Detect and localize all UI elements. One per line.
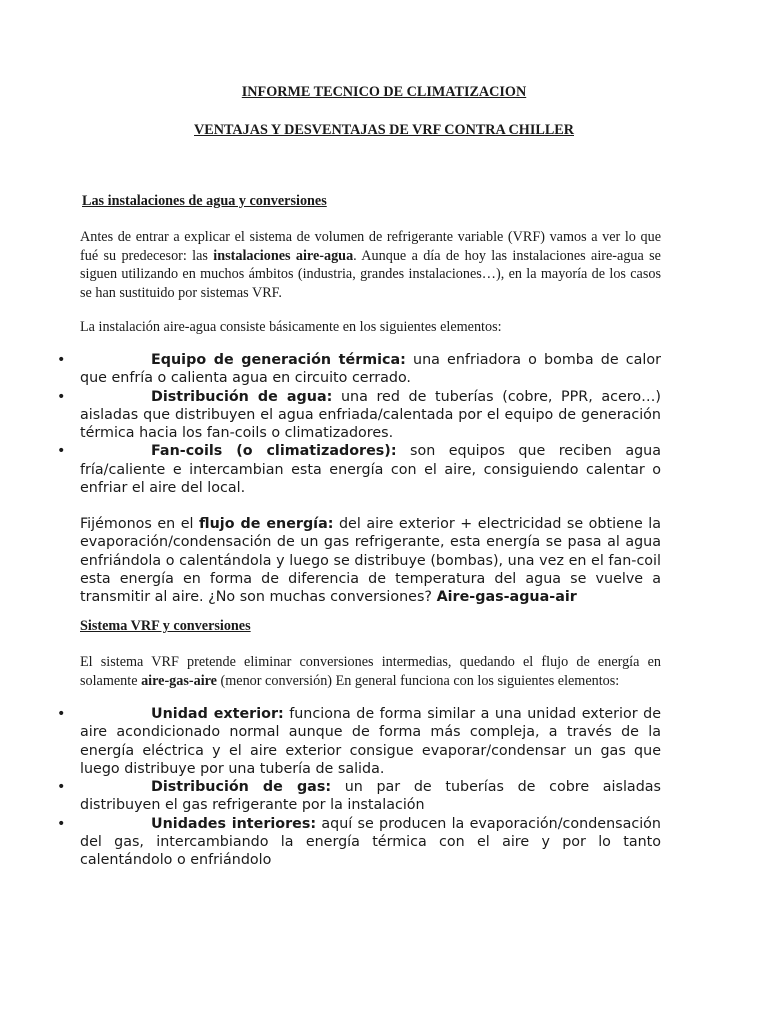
highlight-aire-agua: instalaciones aire-agua	[213, 247, 354, 264]
list-item: • Unidad exterior: funciona de forma similar a una unidad exterior de aire acondicionado normal aunque de forma más compleja, a través de la energía eléctrica y el aire exterior consigue evaporar/condensar un gas que luego distribuye por una tubería de salida.	[57, 706, 661, 777]
bullet-icon: •	[57, 815, 66, 832]
vrf-intro-paragraph: El sistema VRF pretende eliminar conversiones intermedias, quedando el flujo de energía en solamente aire-gas-aire (menor conversión) En general funciona con los siguientes elementos:	[80, 654, 661, 689]
water-elements-list	[0, 351, 661, 497]
bullet-icon: •	[57, 443, 66, 460]
bullet-icon: •	[57, 779, 66, 796]
vrf-elements-list	[0, 705, 661, 870]
section-heading-water: Las instalaciones de agua y conversiones	[82, 193, 327, 209]
elements-intro: La instalación aire-agua consiste básicamente en los siguientes elementos:	[80, 319, 502, 335]
section-heading-vrf: Sistema VRF y conversiones	[80, 618, 251, 634]
highlight-flujo-energia: flujo de energía:	[199, 516, 334, 532]
list-item: • Unidades interiores: aquí se producen la evaporación/condensación del gas, intercambiando la energía térmica con el aire y por lo tanto calentándolo o enfriándolo	[57, 815, 661, 869]
bullet-icon: •	[57, 352, 66, 368]
bullet-icon: •	[57, 388, 66, 405]
document-subtitle: VENTAJAS Y DESVENTAJAS DE VRF CONTRA CHILLER	[194, 122, 574, 138]
energy-flow-paragraph: Fijémonos en el flujo de energía: del aire exterior + electricidad se obtiene la evaporación/condensación de un gas refrigerante, esta energía se pasa al agua enfriándola o calentándola y luego se distribuye (bombas), una vez en el fan-coil esta energía en forma de diferencia de temperatura del agua se vuelve a transmitir al aire. ¿No son muchas conversiones? Aire-gas-agua-air	[80, 516, 661, 606]
bullet-icon: •	[57, 706, 66, 722]
intro-paragraph: Antes de entrar a explicar el sistema de volumen de refrigerante variable (VRF) vamos a ver lo que fué su predecesor: las instalaciones aire-agua. Aunque a día de hoy las instalaciones aire-agua se siguen utilizando en muchos ámbitos (industria, grandes instalaciones…), en la mayoría de los casos se han sustituido por sistemas VRF.	[80, 229, 661, 301]
highlight-conversions: Aire-gas-agua-air	[436, 589, 577, 606]
list-item: • Distribución de agua: una red de tuberías (cobre, PPR, acero…) aisladas que distribuyen el agua enfriada/calentada por el equipo de generación térmica hacia los fan-coils o climatizadores.	[57, 388, 661, 442]
document-title: INFORME TECNICO DE CLIMATIZACION	[241, 84, 527, 100]
highlight-aire-gas-aire: aire-gas-aire	[141, 672, 217, 689]
list-item: • Equipo de generación térmica: una enfriadora o bomba de calor que enfría o calienta agua en circuito cerrado.	[57, 352, 661, 387]
list-item: • Distribución de gas: un par de tuberías de cobre aisladas distribuyen el gas refrigerante por la instalación	[57, 779, 661, 814]
list-item: • Fan-coils (o climatizadores): son equipos que reciben agua fría/caliente e intercambian esta energía con el aire, consiguiendo calentar o enfriar el aire del local.	[57, 443, 661, 497]
